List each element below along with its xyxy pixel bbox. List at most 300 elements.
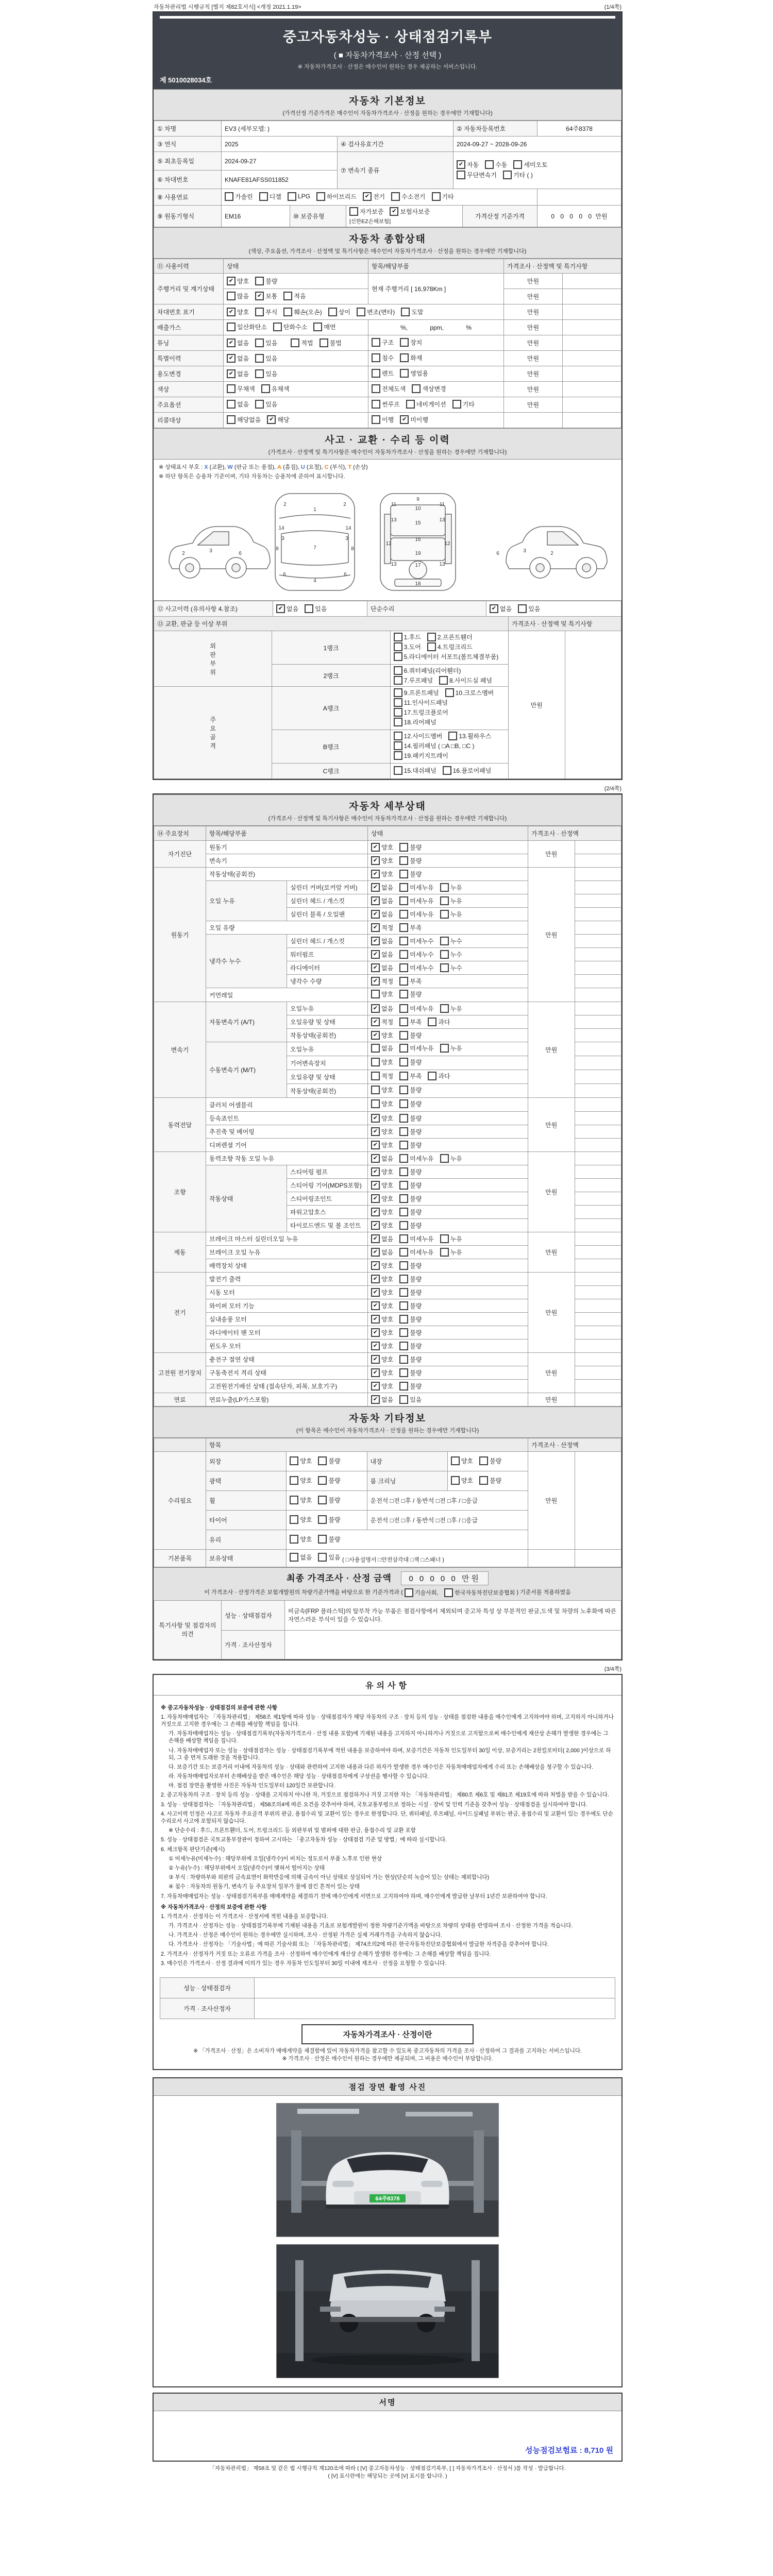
- checkbox-option[interactable]: 불량: [399, 1127, 422, 1136]
- checkbox-option[interactable]: ✔ 없음: [371, 1004, 393, 1013]
- checkbox-option[interactable]: 많음: [227, 292, 249, 300]
- checkbox-icon[interactable]: [255, 400, 264, 409]
- checkbox-option[interactable]: 무채색: [227, 384, 255, 393]
- checkbox-icon[interactable]: [399, 1221, 408, 1230]
- checkbox-icon[interactable]: [399, 1099, 408, 1108]
- checkbox-icon[interactable]: [440, 1248, 449, 1257]
- checkbox-icon[interactable]: [399, 1355, 408, 1364]
- checkbox-option[interactable]: 5.라디에이터 서포트(볼트체결부품): [394, 652, 499, 661]
- checkbox-option[interactable]: ✔ 적정: [371, 923, 393, 932]
- checkbox-icon[interactable]: ✔: [371, 1355, 380, 1364]
- checkbox-icon[interactable]: [428, 1072, 436, 1080]
- checkbox-option[interactable]: ✔ 양호: [371, 856, 393, 865]
- checkbox-option[interactable]: ✔ 해당: [267, 415, 289, 424]
- checkbox-icon[interactable]: [357, 308, 365, 316]
- checkbox-icon[interactable]: [227, 323, 236, 331]
- checkbox-icon[interactable]: ✔: [276, 604, 285, 613]
- checkbox-icon[interactable]: ✔: [400, 415, 409, 424]
- checkbox-icon[interactable]: [291, 338, 299, 347]
- checkbox-icon[interactable]: ✔: [371, 1275, 380, 1283]
- checkbox-icon[interactable]: [371, 1072, 380, 1080]
- checkbox-option[interactable]: 영업용: [400, 369, 428, 378]
- checkbox-option[interactable]: 양호: [290, 1496, 312, 1504]
- checkbox-icon[interactable]: [328, 308, 337, 316]
- checkbox-icon[interactable]: ✔: [371, 870, 380, 878]
- checkbox-option[interactable]: ✔ 양호: [371, 1368, 393, 1377]
- checkbox-option[interactable]: ✔ 양호: [371, 1194, 393, 1203]
- checkbox-icon[interactable]: [261, 384, 270, 393]
- checkbox-icon[interactable]: [399, 1395, 408, 1404]
- checkbox-option[interactable]: 썬루프: [372, 400, 400, 409]
- checkbox-icon[interactable]: [400, 338, 409, 347]
- checkbox-icon[interactable]: [394, 766, 402, 775]
- checkbox-icon[interactable]: [399, 1004, 408, 1013]
- checkbox-option[interactable]: 기술사회,: [405, 1588, 439, 1597]
- checkbox-icon[interactable]: [394, 666, 402, 675]
- checkbox-icon[interactable]: ✔: [371, 1261, 380, 1270]
- checkbox-option[interactable]: ✔ 없음: [227, 338, 249, 347]
- checkbox-option[interactable]: 양호: [290, 1515, 312, 1524]
- checkbox-icon[interactable]: [399, 1114, 408, 1123]
- checkbox-icon[interactable]: [394, 633, 402, 641]
- checkbox-option[interactable]: 렌트: [372, 369, 394, 378]
- checkbox-option[interactable]: 있음: [255, 338, 277, 347]
- checkbox-icon[interactable]: [318, 1496, 327, 1504]
- checkbox-option[interactable]: 부족: [399, 1018, 422, 1026]
- checkbox-option[interactable]: 누유: [440, 883, 462, 892]
- checkbox-icon[interactable]: [371, 1099, 380, 1108]
- checkbox-option[interactable]: ✔ 양호: [371, 1328, 393, 1337]
- checkbox-option[interactable]: 누유: [440, 1044, 462, 1053]
- checkbox-icon[interactable]: [399, 1031, 408, 1040]
- checkbox-icon[interactable]: [255, 369, 264, 378]
- checkbox-icon[interactable]: ✔: [371, 1234, 380, 1243]
- checkbox-icon[interactable]: [313, 323, 322, 331]
- checkbox-option[interactable]: 불량: [399, 1288, 422, 1297]
- checkbox-icon[interactable]: [255, 354, 264, 363]
- checkbox-option[interactable]: 미세누유: [399, 1044, 433, 1053]
- checkbox-option[interactable]: 미세누수: [399, 937, 433, 945]
- checkbox-option[interactable]: 불량: [399, 1086, 422, 1094]
- checkbox-icon[interactable]: [399, 1261, 408, 1270]
- checkbox-icon[interactable]: ✔: [255, 292, 264, 300]
- checkbox-option[interactable]: 부족: [399, 923, 422, 932]
- checkbox-option[interactable]: 누수: [440, 950, 462, 959]
- checkbox-option[interactable]: 양호: [371, 1099, 393, 1108]
- checkbox-option[interactable]: 일산화탄소: [227, 323, 267, 331]
- checkbox-icon[interactable]: [445, 688, 454, 697]
- checkbox-option[interactable]: 누유: [440, 896, 462, 905]
- checkbox-option[interactable]: 없음: [227, 400, 249, 409]
- checkbox-option[interactable]: 불량: [479, 1456, 501, 1465]
- checkbox-icon[interactable]: ✔: [371, 1004, 380, 1013]
- checkbox-icon[interactable]: ✔: [390, 207, 398, 216]
- checkbox-option[interactable]: 4.트렁크리드: [427, 642, 473, 651]
- checkbox-icon[interactable]: ✔: [371, 896, 380, 905]
- checkbox-option[interactable]: 있음: [255, 369, 277, 378]
- checkbox-option[interactable]: ✔ 양호: [371, 1167, 393, 1176]
- checkbox-option[interactable]: 화재: [400, 353, 422, 362]
- checkbox-option[interactable]: 부식: [255, 308, 277, 316]
- checkbox-icon[interactable]: [405, 1588, 413, 1597]
- checkbox-option[interactable]: 불량: [318, 1535, 340, 1544]
- checkbox-icon[interactable]: ✔: [227, 308, 236, 316]
- checkbox-option[interactable]: 있음: [399, 1395, 422, 1404]
- checkbox-option[interactable]: 불량: [399, 1141, 422, 1149]
- checkbox-icon[interactable]: [394, 652, 402, 661]
- checkbox-icon[interactable]: ✔: [371, 883, 380, 892]
- checkbox-option[interactable]: 불량: [318, 1496, 340, 1504]
- checkbox-icon[interactable]: [406, 400, 415, 409]
- checkbox-option[interactable]: 누수: [440, 937, 462, 945]
- checkbox-icon[interactable]: [318, 1476, 327, 1485]
- checkbox-option[interactable]: 7.루프패널: [394, 676, 433, 685]
- checkbox-option[interactable]: 14.필러패널 ( □A □B, □C ): [394, 741, 475, 750]
- checkbox-option[interactable]: 불량: [399, 1114, 422, 1123]
- checkbox-icon[interactable]: ✔: [371, 1031, 380, 1040]
- checkbox-icon[interactable]: [448, 732, 457, 740]
- checkbox-icon[interactable]: [371, 990, 380, 998]
- checkbox-option[interactable]: 불량: [399, 990, 422, 998]
- checkbox-icon[interactable]: ✔: [371, 1288, 380, 1297]
- checkbox-icon[interactable]: [401, 308, 410, 316]
- checkbox-option[interactable]: 양호: [451, 1476, 473, 1485]
- checkbox-option[interactable]: 불량: [399, 1058, 422, 1066]
- checkbox-icon[interactable]: [255, 338, 264, 347]
- checkbox-icon[interactable]: ✔: [227, 338, 236, 347]
- checkbox-icon[interactable]: [399, 1154, 408, 1163]
- checkbox-option[interactable]: ✔ 없음: [371, 910, 393, 919]
- checkbox-option[interactable]: 불량: [399, 1194, 422, 1203]
- checkbox-option[interactable]: 불량: [399, 1315, 422, 1324]
- checkbox-icon[interactable]: [399, 843, 408, 852]
- checkbox-option[interactable]: ✔ 없음: [490, 604, 512, 613]
- checkbox-option[interactable]: 있음: [305, 604, 327, 613]
- checkbox-icon[interactable]: [399, 870, 408, 878]
- checkbox-icon[interactable]: ✔: [371, 856, 380, 865]
- checkbox-icon[interactable]: [320, 338, 328, 347]
- checkbox-option[interactable]: 적법: [291, 338, 313, 347]
- checkbox-option[interactable]: 적음: [283, 292, 306, 300]
- checkbox-icon[interactable]: [283, 308, 292, 316]
- checkbox-icon[interactable]: ✔: [371, 977, 380, 986]
- checkbox-icon[interactable]: [372, 353, 380, 362]
- checkbox-icon[interactable]: ✔: [371, 1181, 380, 1190]
- checkbox-icon[interactable]: [451, 1476, 460, 1485]
- checkbox-icon[interactable]: ✔: [371, 950, 380, 959]
- checkbox-option[interactable]: 누유: [440, 1234, 462, 1243]
- checkbox-option[interactable]: 1.후드: [394, 633, 421, 641]
- checkbox-icon[interactable]: ✔: [490, 604, 498, 613]
- checkbox-option[interactable]: 하이브리드: [316, 192, 357, 201]
- checkbox-icon[interactable]: [227, 400, 236, 409]
- checkbox-option[interactable]: ✔ 양호: [371, 1031, 393, 1040]
- checkbox-icon[interactable]: ✔: [371, 1114, 380, 1123]
- checkbox-icon[interactable]: ✔: [371, 910, 380, 919]
- checkbox-icon[interactable]: [290, 1535, 298, 1544]
- checkbox-option[interactable]: ✔ 양호: [227, 308, 249, 316]
- checkbox-option[interactable]: 미세누유: [399, 1234, 433, 1243]
- checkbox-option[interactable]: ✔ 없음: [227, 354, 249, 363]
- checkbox-icon[interactable]: [394, 642, 402, 651]
- checkbox-option[interactable]: 변조(변타): [357, 308, 395, 316]
- checkbox-icon[interactable]: [394, 741, 402, 750]
- checkbox-option[interactable]: ✔ 양호: [371, 1355, 393, 1364]
- checkbox-icon[interactable]: [290, 1515, 298, 1524]
- checkbox-option[interactable]: ✔ 없음: [276, 604, 298, 613]
- checkbox-option[interactable]: 불량: [399, 1301, 422, 1310]
- checkbox-option[interactable]: 양호: [371, 1086, 393, 1094]
- checkbox-option[interactable]: 불량: [399, 1221, 422, 1230]
- checkbox-option[interactable]: 불량: [399, 856, 422, 865]
- checkbox-option[interactable]: 전체도색: [372, 384, 406, 393]
- checkbox-option[interactable]: 자가보증: [349, 207, 383, 216]
- checkbox-option[interactable]: 6.쿼터패널(리어휀더): [394, 666, 461, 675]
- checkbox-icon[interactable]: [394, 732, 402, 740]
- checkbox-option[interactable]: ✔ 양호: [371, 1288, 393, 1297]
- checkbox-icon[interactable]: [399, 1018, 408, 1026]
- checkbox-option[interactable]: 기타: [432, 192, 454, 201]
- checkbox-option[interactable]: ✔ 없음: [371, 950, 393, 959]
- checkbox-option[interactable]: ✔ 양호: [371, 1315, 393, 1324]
- checkbox-icon[interactable]: [372, 369, 380, 378]
- checkbox-option[interactable]: 있음: [255, 354, 277, 363]
- checkbox-option[interactable]: 기타: [452, 400, 475, 409]
- checkbox-icon[interactable]: [399, 923, 408, 932]
- checkbox-option[interactable]: 18.리어패널: [394, 718, 436, 726]
- checkbox-option[interactable]: 도말: [401, 308, 423, 316]
- checkbox-option[interactable]: 불량: [318, 1456, 340, 1465]
- checkbox-option[interactable]: 9.프론트패널: [394, 688, 439, 697]
- checkbox-option[interactable]: 과다: [428, 1072, 450, 1080]
- checkbox-option[interactable]: 불량: [399, 1181, 422, 1190]
- checkbox-icon[interactable]: [399, 1248, 408, 1257]
- checkbox-option[interactable]: 불량: [399, 1167, 422, 1176]
- checkbox-icon[interactable]: [440, 896, 449, 905]
- checkbox-icon[interactable]: [440, 1044, 449, 1053]
- checkbox-option[interactable]: 미세누유: [399, 1154, 433, 1163]
- checkbox-icon[interactable]: ✔: [371, 1221, 380, 1230]
- checkbox-icon[interactable]: ✔: [371, 1395, 380, 1404]
- checkbox-option[interactable]: 누유: [440, 1004, 462, 1013]
- checkbox-icon[interactable]: [399, 1044, 408, 1053]
- checkbox-option[interactable]: 불량: [399, 1355, 422, 1364]
- checkbox-icon[interactable]: ✔: [371, 1167, 380, 1176]
- checkbox-option[interactable]: 있음: [518, 604, 540, 613]
- checkbox-option[interactable]: 이행: [372, 415, 394, 424]
- checkbox-option[interactable]: ✔ 없음: [371, 963, 393, 972]
- checkbox-option[interactable]: 상이: [328, 308, 350, 316]
- checkbox-icon[interactable]: [518, 604, 527, 613]
- checkbox-icon[interactable]: [394, 688, 402, 697]
- checkbox-icon[interactable]: [399, 950, 408, 959]
- checkbox-option[interactable]: 미세누유: [399, 910, 433, 919]
- checkbox-option[interactable]: 양호: [290, 1476, 312, 1485]
- checkbox-option[interactable]: 적정: [371, 1072, 393, 1080]
- checkbox-option[interactable]: ✔ 양호: [371, 870, 393, 878]
- checkbox-option[interactable]: 누유: [440, 1248, 462, 1257]
- checkbox-icon[interactable]: [273, 323, 282, 331]
- checkbox-option[interactable]: 부족: [399, 1072, 422, 1080]
- checkbox-icon[interactable]: [318, 1553, 327, 1562]
- checkbox-icon[interactable]: [400, 353, 409, 362]
- checkbox-icon[interactable]: [399, 963, 408, 972]
- checkbox-icon[interactable]: [399, 1234, 408, 1243]
- checkbox-option[interactable]: 해당없음: [227, 415, 261, 424]
- checkbox-icon[interactable]: [427, 633, 436, 641]
- checkbox-option[interactable]: ✔ 적정: [371, 1018, 393, 1026]
- checkbox-icon[interactable]: [443, 766, 451, 775]
- checkbox-option[interactable]: 없음: [371, 1044, 393, 1053]
- checkbox-option[interactable]: 색상변경: [412, 384, 446, 393]
- checkbox-option[interactable]: ✔ 양호: [371, 843, 393, 852]
- checkbox-icon[interactable]: [290, 1496, 298, 1504]
- checkbox-icon[interactable]: [394, 708, 402, 717]
- checkbox-icon[interactable]: [399, 937, 408, 945]
- checkbox-icon[interactable]: [399, 910, 408, 919]
- checkbox-option[interactable]: 16.플로어패널: [443, 766, 492, 775]
- checkbox-option[interactable]: 13.휠하우스: [448, 732, 491, 740]
- checkbox-option[interactable]: 불량: [399, 870, 422, 878]
- checkbox-option[interactable]: 양호: [371, 990, 393, 998]
- checkbox-option[interactable]: ✔ 없음: [371, 883, 393, 892]
- checkbox-icon[interactable]: [318, 1515, 327, 1524]
- checkbox-option[interactable]: 불법: [320, 338, 342, 347]
- checkbox-icon[interactable]: ✔: [371, 1368, 380, 1377]
- checkbox-icon[interactable]: [427, 642, 436, 651]
- checkbox-icon[interactable]: [503, 171, 512, 179]
- checkbox-icon[interactable]: [371, 1086, 380, 1094]
- checkbox-icon[interactable]: [440, 1154, 449, 1163]
- checkbox-option[interactable]: 가솔린: [225, 192, 253, 201]
- checkbox-option[interactable]: 있음: [255, 400, 277, 409]
- checkbox-icon[interactable]: [400, 369, 409, 378]
- checkbox-option[interactable]: ✔ 양호: [371, 1181, 393, 1190]
- checkbox-option[interactable]: 19.패키지트레이: [394, 751, 448, 760]
- checkbox-icon[interactable]: [399, 1058, 408, 1066]
- checkbox-option[interactable]: 불량: [399, 1261, 422, 1270]
- checkbox-option[interactable]: ✔ 미이행: [400, 415, 428, 424]
- checkbox-option[interactable]: ✔ 양호: [227, 277, 249, 285]
- checkbox-option[interactable]: ✔ 양호: [371, 1127, 393, 1136]
- checkbox-icon[interactable]: [371, 1044, 380, 1053]
- checkbox-option[interactable]: 양호: [371, 1058, 393, 1066]
- checkbox-icon[interactable]: [399, 1275, 408, 1283]
- checkbox-option[interactable]: ✔ 양호: [371, 1114, 393, 1123]
- checkbox-icon[interactable]: ✔: [371, 1301, 380, 1310]
- checkbox-option[interactable]: 불량: [399, 1382, 422, 1391]
- checkbox-icon[interactable]: [399, 1382, 408, 1391]
- checkbox-option[interactable]: 누유: [440, 1154, 462, 1163]
- checkbox-icon[interactable]: ✔: [371, 1141, 380, 1149]
- checkbox-option[interactable]: 10.크로스멤버: [445, 688, 494, 697]
- checkbox-icon[interactable]: [399, 1141, 408, 1149]
- checkbox-option[interactable]: ✔ 없음: [371, 1395, 393, 1404]
- checkbox-icon[interactable]: [259, 192, 268, 201]
- checkbox-icon[interactable]: [440, 910, 449, 919]
- checkbox-icon[interactable]: [452, 400, 461, 409]
- checkbox-option[interactable]: 8.사이드실 패널: [439, 676, 492, 685]
- checkbox-option[interactable]: 구조: [372, 338, 394, 347]
- checkbox-icon[interactable]: [394, 718, 402, 726]
- checkbox-icon[interactable]: [513, 160, 522, 169]
- checkbox-option[interactable]: 양호: [290, 1535, 312, 1544]
- checkbox-icon[interactable]: [399, 883, 408, 892]
- checkbox-icon[interactable]: [439, 676, 448, 685]
- checkbox-icon[interactable]: [451, 1456, 460, 1465]
- checkbox-option[interactable]: ✔ 양호: [371, 1208, 393, 1216]
- checkbox-option[interactable]: 한국자동차진단보증협회: [444, 1588, 515, 1597]
- checkbox-icon[interactable]: [255, 308, 264, 316]
- checkbox-icon[interactable]: [318, 1456, 327, 1465]
- checkbox-icon[interactable]: [399, 1181, 408, 1190]
- checkbox-icon[interactable]: [255, 277, 264, 285]
- checkbox-icon[interactable]: [399, 977, 408, 986]
- checkbox-option[interactable]: 있음: [318, 1553, 340, 1562]
- checkbox-option[interactable]: 미세누유: [399, 883, 433, 892]
- checkbox-option[interactable]: ✔ 양호: [371, 1301, 393, 1310]
- checkbox-icon[interactable]: [391, 192, 400, 201]
- checkbox-icon[interactable]: [399, 1315, 408, 1324]
- checkbox-option[interactable]: 2.프론트휀더: [427, 633, 473, 641]
- checkbox-icon[interactable]: [372, 415, 380, 424]
- checkbox-option[interactable]: ✔ 적정: [371, 977, 393, 986]
- checkbox-option[interactable]: ✔ 없음: [371, 1234, 393, 1243]
- checkbox-icon[interactable]: [394, 676, 402, 685]
- checkbox-icon[interactable]: ✔: [267, 415, 276, 424]
- checkbox-option[interactable]: 미세누수: [399, 963, 433, 972]
- checkbox-icon[interactable]: [399, 1328, 408, 1337]
- checkbox-option[interactable]: ✔ 양호: [371, 1261, 393, 1270]
- checkbox-icon[interactable]: [440, 950, 449, 959]
- checkbox-option[interactable]: 장치: [400, 338, 422, 347]
- checkbox-icon[interactable]: [290, 1553, 298, 1562]
- checkbox-icon[interactable]: [399, 1208, 408, 1216]
- checkbox-option[interactable]: 미세누수: [399, 950, 433, 959]
- checkbox-icon[interactable]: [479, 1476, 488, 1485]
- checkbox-icon[interactable]: [372, 384, 380, 393]
- checkbox-icon[interactable]: [479, 1456, 488, 1465]
- checkbox-icon[interactable]: ✔: [371, 1127, 380, 1136]
- checkbox-icon[interactable]: [283, 292, 292, 300]
- checkbox-option[interactable]: 불량: [399, 1208, 422, 1216]
- checkbox-option[interactable]: 기타 ( ): [503, 171, 533, 179]
- checkbox-icon[interactable]: [399, 1368, 408, 1377]
- checkbox-option[interactable]: 매연: [313, 323, 335, 331]
- checkbox-icon[interactable]: ✔: [371, 923, 380, 932]
- checkbox-option[interactable]: ✔ 없음: [371, 1248, 393, 1257]
- checkbox-option[interactable]: 훼손(오손): [283, 308, 322, 316]
- checkbox-option[interactable]: 불량: [399, 1328, 422, 1337]
- checkbox-icon[interactable]: ✔: [227, 277, 236, 285]
- checkbox-icon[interactable]: [394, 751, 402, 760]
- checkbox-icon[interactable]: [399, 1072, 408, 1080]
- checkbox-option[interactable]: 누수: [440, 963, 462, 972]
- checkbox-option[interactable]: ✔ 전기: [363, 192, 385, 201]
- checkbox-icon[interactable]: [399, 1194, 408, 1203]
- checkbox-icon[interactable]: [399, 990, 408, 998]
- checkbox-option[interactable]: 미세누유: [399, 1004, 433, 1013]
- checkbox-icon[interactable]: ✔: [371, 843, 380, 852]
- checkbox-option[interactable]: 양호: [290, 1456, 312, 1465]
- checkbox-option[interactable]: 양호: [451, 1456, 473, 1465]
- checkbox-option[interactable]: 유채색: [261, 384, 290, 393]
- checkbox-icon[interactable]: ✔: [363, 192, 372, 201]
- checkbox-icon[interactable]: [290, 1476, 298, 1485]
- checkbox-option[interactable]: 과다: [428, 1018, 450, 1026]
- checkbox-icon[interactable]: ✔: [371, 1248, 380, 1257]
- checkbox-icon[interactable]: ✔: [371, 963, 380, 972]
